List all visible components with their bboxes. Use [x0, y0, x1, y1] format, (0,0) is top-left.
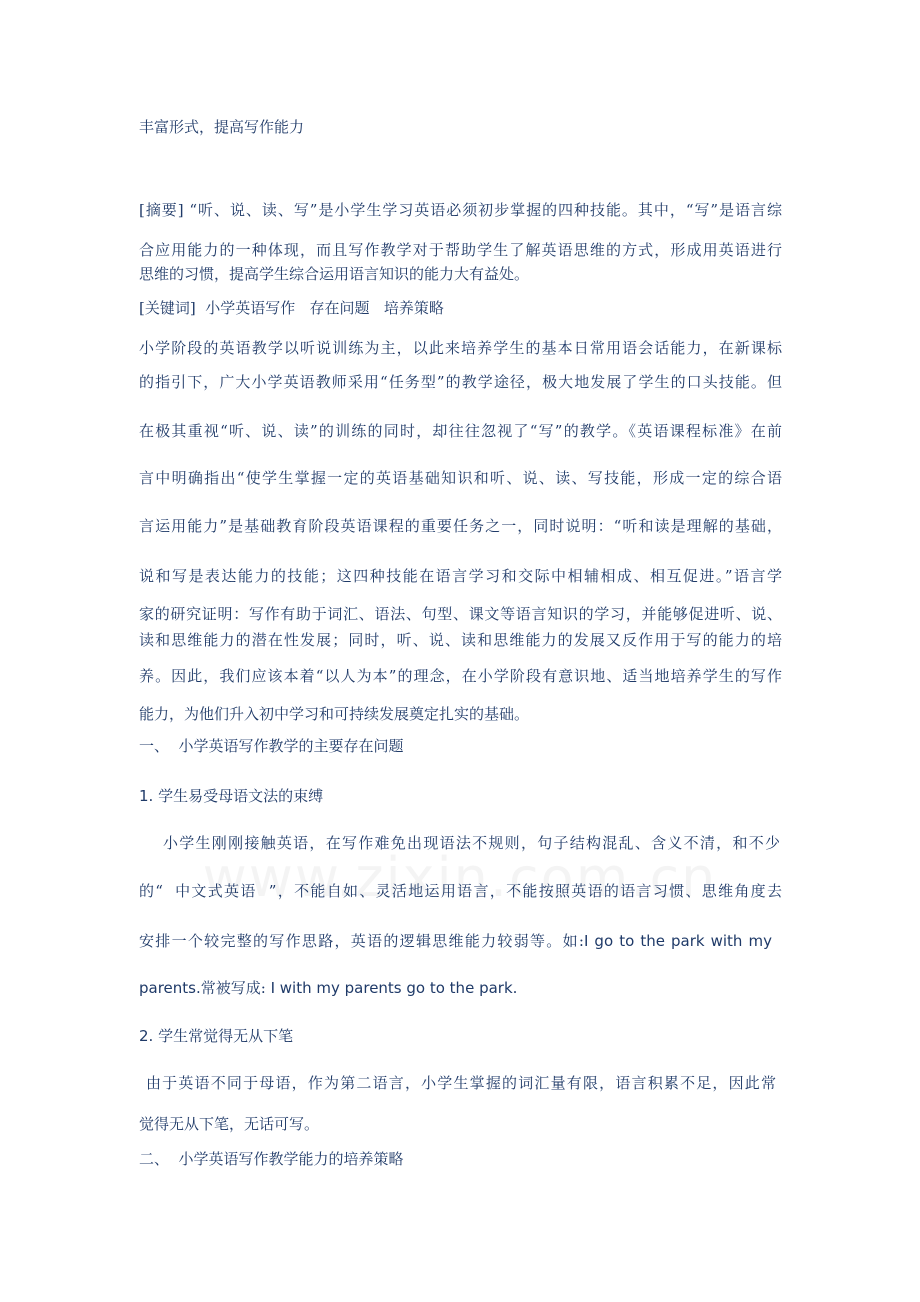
intro-line: 说和写是表达能力的技能；这四种技能在语言学习和交际中相辅相成、相互促进。”语言学 [139, 567, 782, 585]
paragraph-text-zh: 安排一个较完整的写作思路，英语的逻辑思维能力较弱等。如: [139, 932, 584, 950]
intro-line: 读和思维能力的潜在性发展；同时，听、说、读和思维能力的发展又反作用于写的能力的培 [139, 631, 782, 649]
abstract-line: 合应用能力的一种体现，而且写作教学对于帮助学生了解英语思维的方式，形成用英语进行 [139, 241, 782, 259]
keywords-line: [关键词] 小学英语写作 存在问题 培养策略 [139, 299, 444, 317]
intro-line: 的指引下，广大小学英语教师采用“任务型”的教学途径，极大地发展了学生的口头技能。但 [139, 373, 782, 391]
intro-line: 言中明确指出“使学生掌握一定的英语基础知识和听、说、读、写技能，形成一定的综合语 [139, 469, 782, 487]
intro-line: 家的研究证明：写作有助于词汇、语法、句型、课文等语言知识的学习，并能够促进听、说、 [139, 605, 782, 623]
paragraph-text-zh: 常被写成: [200, 979, 266, 997]
subsection-heading [139, 1026, 293, 1046]
paragraph-line: 觉得无从下笔，无话可写。 [139, 1115, 320, 1133]
intro-line: 养。因此，我们应该本着“以人为本”的理念，在小学阶段有意识地、适当地培养学生的写作 [139, 667, 782, 685]
intro-line: 在极其重视“听、说、读”的训练的同时，却往往忽视了“写”的教学。《英语课程标准》在前 [139, 422, 782, 440]
subsection-title: 学生易受母语文法的束缚 [158, 787, 324, 805]
paragraph-line [139, 978, 517, 998]
abstract-line: [摘要] “听、说、读、写”是小学生学习英语必须初步掌握的四种技能。其中，“写”是语言综 [139, 201, 782, 219]
subsection-heading [139, 786, 323, 806]
paragraph-line [139, 931, 772, 951]
paragraph-text-en: I go to the park with my [583, 932, 772, 950]
intro-line: 能力，为他们升入初中学习和可持续发展奠定扎实的基础。 [139, 705, 530, 723]
subsection-number: 2. [139, 1027, 154, 1045]
paragraph-text-en: I with my parents go to the park. [265, 979, 518, 997]
section-heading: 二、 小学英语写作教学能力的培养策略 [139, 1150, 404, 1168]
paragraph-line: 的“ 中文式英语 ”，不能自如、灵活地运用语言，不能按照英语的语言习惯、思维角度去 [139, 882, 782, 900]
paragraph-line: 由于英语不同于母语，作为第二语言，小学生掌握的词汇量有限，语言积累不足，因此常 [146, 1074, 776, 1092]
section-heading: 一、 小学英语写作教学的主要存在问题 [139, 737, 404, 755]
abstract-line: 思维的习惯，提高学生综合运用语言知识的能力大有益处。 [139, 265, 530, 283]
paragraph-line: 小学生刚刚接触英语，在写作难免出现语法不规则，句子结构混乱、含义不清，和不少 [163, 834, 780, 852]
subsection-number: 1. [139, 787, 154, 805]
intro-line: 小学阶段的英语教学以听说训练为主，以此来培养学生的基本日常用语会话能力，在新课标 [139, 339, 782, 357]
document-title: 丰富形式，提高写作能力 [139, 118, 305, 136]
intro-line: 言运用能力”是基础教育阶段英语课程的重要任务之一，同时说明：“听和读是理解的基础， [139, 517, 782, 535]
subsection-title: 学生常觉得无从下笔 [158, 1027, 294, 1045]
paragraph-text-en: parents. [139, 979, 201, 997]
